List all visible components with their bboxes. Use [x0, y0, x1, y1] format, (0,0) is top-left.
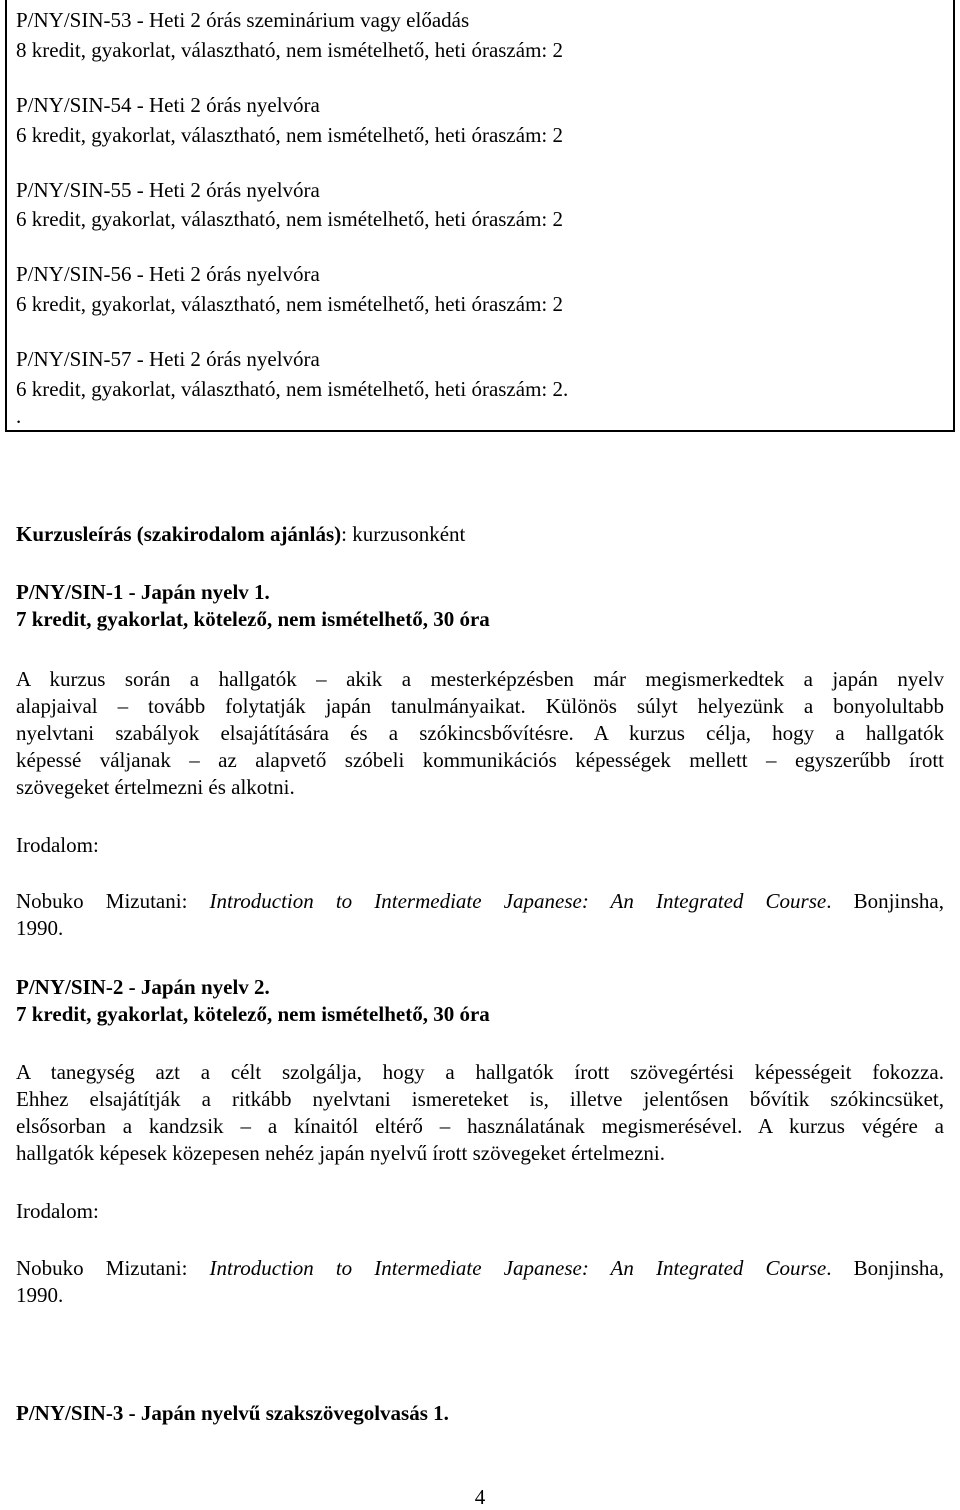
course-53-title: P/NY/SIN-53 - Heti 2 órás szeminárium vagy előadás — [16, 8, 470, 32]
course-53-details: 8 kredit, gyakorlat, választható, nem ismételhető, heti óraszám: 2 — [16, 38, 563, 62]
course-1-literature-label: Irodalom: — [16, 833, 99, 857]
page-number: 4 — [474, 1485, 486, 1509]
course-1-title: P/NY/SIN-1 - Japán nyelv 1. — [16, 580, 270, 604]
course-1-reference-title: Introduction to Intermediate Japanese: An Integrated Course — [209, 889, 827, 913]
course-57-details: 6 kredit, gyakorlat, választható, nem ismételhető, heti óraszám: 2. — [16, 377, 569, 401]
course-1-desc-line-4: képessé váljanak – az alapvető szóbeli kommunikációs képességek mellett – egyszerűbb írott — [16, 748, 944, 772]
course-55-title: P/NY/SIN-55 - Heti 2 órás nyelvóra — [16, 178, 320, 202]
course-3-title: P/NY/SIN-3 - Japán nyelvű szakszövegolvasás 1. — [16, 1401, 449, 1425]
course-2-reference-author: Nobuko Mizutani: — [16, 1256, 210, 1280]
course-2-reference-title: Introduction to Intermediate Japanese: An Integrated Course — [209, 1256, 827, 1280]
box-trailing-dot: . — [16, 404, 22, 428]
course-54-title: P/NY/SIN-54 - Heti 2 órás nyelvóra — [16, 93, 320, 117]
course-54-details: 6 kredit, gyakorlat, választható, nem ismételhető, heti óraszám: 2 — [16, 123, 563, 147]
course-1-reference-publisher: . Bonjinsha, — [826, 889, 944, 913]
course-55-details: 6 kredit, gyakorlat, választható, nem ismételhető, heti óraszám: 2 — [16, 207, 563, 231]
course-2-desc-line-4: hallgatók képesek közepesen nehéz japán nyelvű írott szövegeket értelmezni. — [16, 1141, 665, 1165]
course-2-desc-line-1: A tanegység azt a célt szolgálja, hogy a hallgatók írott szövegértési képességeit fokozza. — [16, 1060, 944, 1084]
course-1-details: 7 kredit, gyakorlat, kötelező, nem ismételhető, 30 óra — [16, 607, 490, 631]
course-57-title: P/NY/SIN-57 - Heti 2 órás nyelvóra — [16, 347, 320, 371]
section-heading-normal: : kurzusonként — [341, 522, 466, 546]
course-2-reference — [16, 1255, 944, 1281]
course-1-desc-line-1: A kurzus során a hallgatók – akik a mesterképzésben már megismerkedtek a japán nyelv — [16, 667, 944, 691]
course-56-title: P/NY/SIN-56 - Heti 2 órás nyelvóra — [16, 262, 320, 286]
course-2-literature-label: Irodalom: — [16, 1199, 99, 1223]
course-1-reference-author: Nobuko Mizutani: — [16, 889, 210, 913]
course-56-details: 6 kredit, gyakorlat, választható, nem ismételhető, heti óraszám: 2 — [16, 292, 563, 316]
course-1-desc-line-2: alapjaival – tovább folytatják japán tanulmányaikat. Különös súlyt helyezünk a bonyolultabb — [16, 694, 944, 718]
course-2-desc-line-3: elsősorban a kandzsik – a kínaitól eltérő – használatának megismerésével. A kurzus végére a — [16, 1114, 944, 1138]
course-2-title: P/NY/SIN-2 - Japán nyelv 2. — [16, 975, 270, 999]
section-heading — [16, 521, 465, 547]
course-2-reference-publisher: . Bonjinsha, — [826, 1256, 944, 1280]
course-2-reference-year: 1990. — [16, 1283, 64, 1307]
section-heading-bold: Kurzusleírás (szakirodalom ajánlás) — [16, 522, 342, 546]
course-1-desc-line-3: nyelvtani szabályok elsajátítására és a szókincsbővítésre. A kurzus célja, hogy a hallgatók — [16, 721, 944, 745]
course-1-reference — [16, 888, 944, 914]
course-1-reference-year: 1990. — [16, 916, 64, 940]
course-1-desc-line-5: szövegeket értelmezni és alkotni. — [16, 775, 295, 799]
course-2-desc-line-2: Ehhez elsajátítják a ritkább nyelvtani ismereteket is, illetve jelentősen bővítik szókincsüket, — [16, 1087, 944, 1111]
course-2-details: 7 kredit, gyakorlat, kötelező, nem ismételhető, 30 óra — [16, 1002, 490, 1026]
